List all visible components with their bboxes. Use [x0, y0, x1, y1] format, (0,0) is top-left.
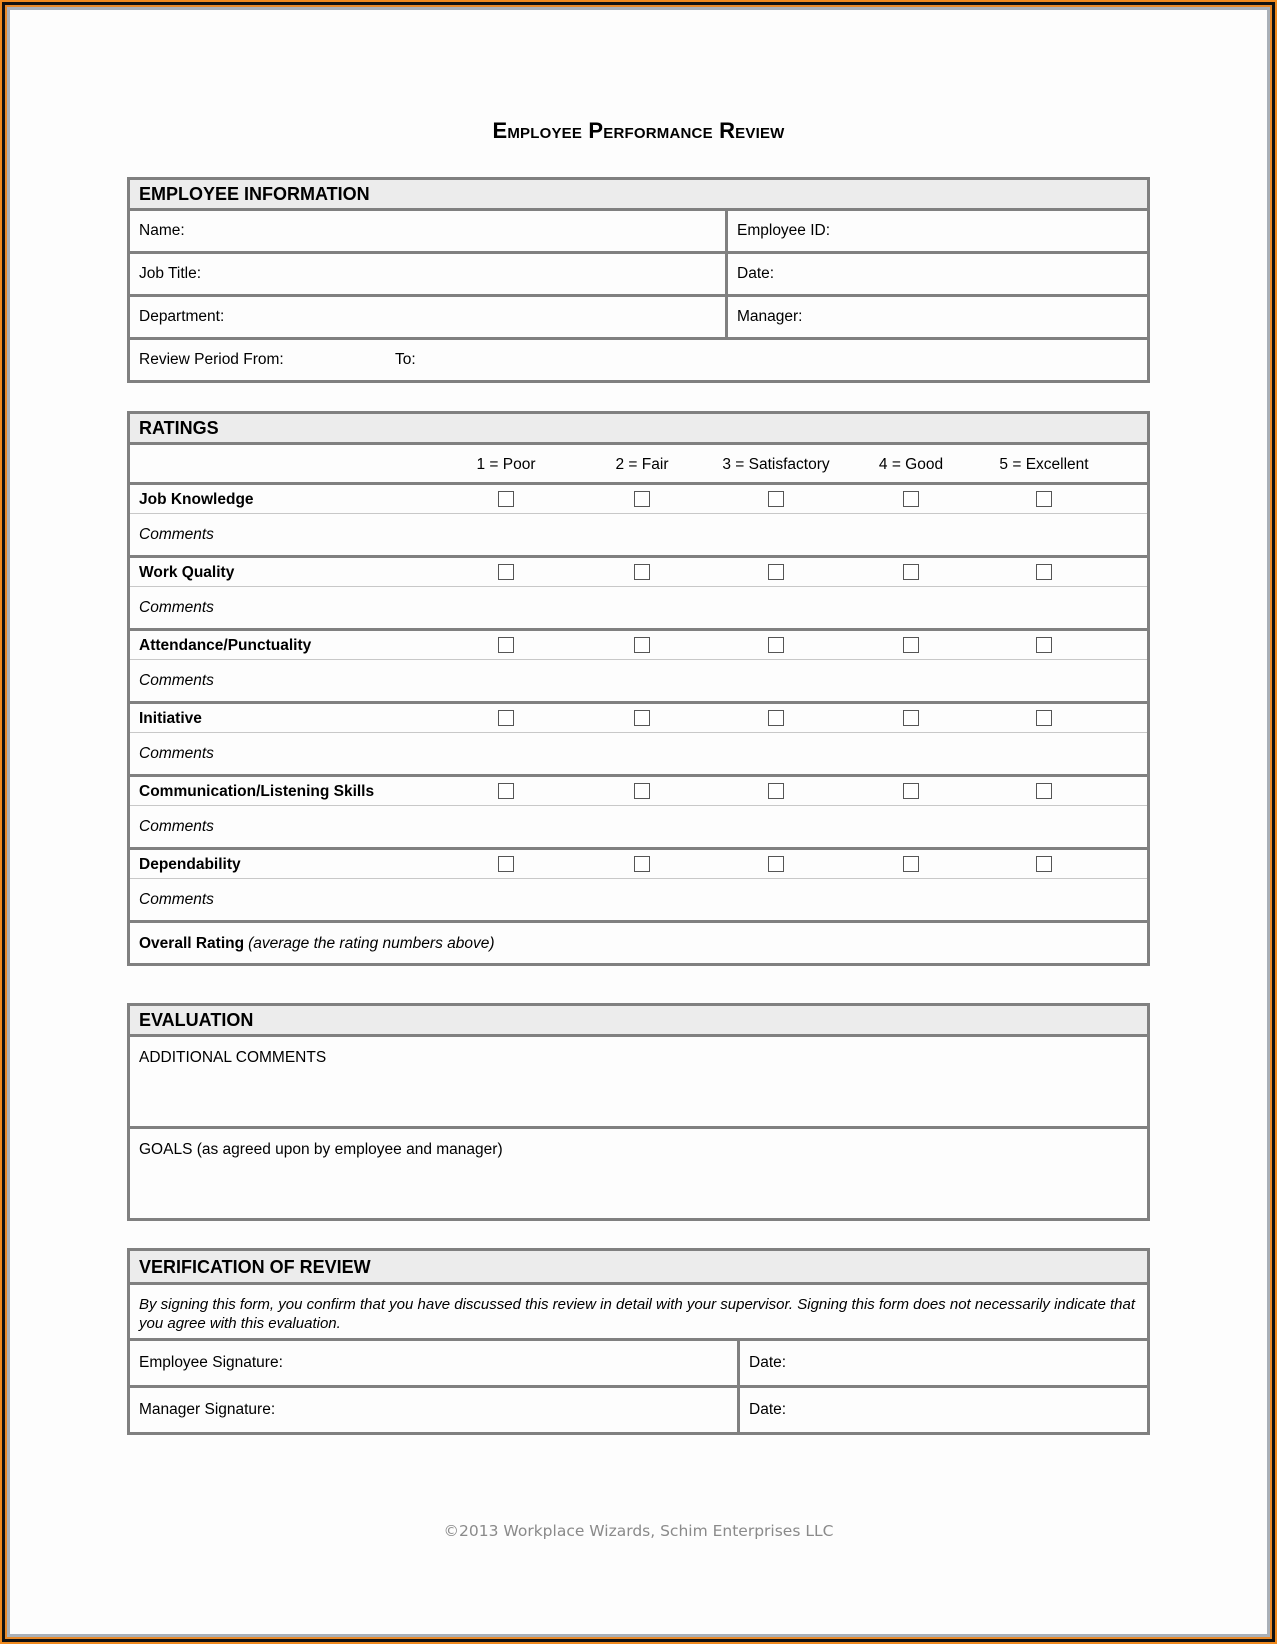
rating-checkbox-5[interactable] [1036, 710, 1052, 726]
criterion-name: Initiative [139, 710, 202, 727]
criterion-name: Work Quality [139, 564, 235, 581]
rating-checkbox-3[interactable] [768, 491, 784, 507]
rating-criterion [130, 631, 1147, 704]
rating-criteria-list [130, 485, 1147, 923]
employee-signature-date-field[interactable] [740, 1341, 1147, 1385]
document-page [10, 10, 1267, 1634]
rating-scale-label: 2 = Fair [615, 456, 669, 473]
rating-scale-label: 5 = Excellent [999, 456, 1089, 473]
comments-field[interactable]: Comments [139, 891, 214, 908]
info-row-name [130, 211, 1147, 254]
rating-checkbox-4[interactable] [903, 710, 919, 726]
manager-signature-date-field[interactable] [740, 1388, 1147, 1432]
rating-checkbox-2[interactable] [634, 710, 650, 726]
rating-criterion [130, 850, 1147, 923]
rating-checkbox-2[interactable] [634, 637, 650, 653]
overall-rating-row[interactable] [130, 923, 1147, 963]
rating-checkbox-3[interactable] [768, 564, 784, 580]
job-title-label: Job Title: [139, 265, 202, 282]
rating-criterion [130, 777, 1147, 850]
rating-checkbox-5[interactable] [1036, 491, 1052, 507]
document-title: Employee Performance Review [492, 118, 785, 143]
comments-field[interactable]: Comments [139, 526, 214, 543]
manager-label: Manager: [737, 308, 803, 325]
info-row-job-title [130, 254, 1147, 297]
rating-checkbox-1[interactable] [498, 637, 514, 653]
overall-rating-note: (average the rating numbers above) [248, 935, 495, 952]
criterion-row [130, 704, 1147, 733]
review-period-to-label: To: [395, 351, 416, 368]
additional-comments-label: ADDITIONAL COMMENTS [139, 1049, 327, 1066]
rating-scale-label: 4 = Good [878, 456, 944, 473]
rating-checkbox-1[interactable] [498, 856, 514, 872]
rating-checkbox-3[interactable] [768, 637, 784, 653]
rating-checkbox-3[interactable] [768, 856, 784, 872]
employee-signature-label: Employee Signature: [139, 1354, 283, 1371]
manager-signature-row [130, 1388, 1147, 1432]
criterion-name: Communication/Listening Skills [139, 783, 375, 800]
rating-checkbox-4[interactable] [903, 637, 919, 653]
overall-rating-label: Overall Rating [139, 935, 245, 952]
rating-checkbox-2[interactable] [634, 856, 650, 872]
rating-checkbox-4[interactable] [903, 783, 919, 799]
department-label: Department: [139, 308, 225, 325]
comments-field[interactable]: Comments [139, 818, 214, 835]
rating-checkbox-1[interactable] [498, 491, 514, 507]
manager-field[interactable] [728, 297, 1147, 337]
rating-checkbox-3[interactable] [768, 710, 784, 726]
employee-signature-field[interactable] [130, 1341, 737, 1385]
department-field[interactable] [130, 297, 725, 337]
section-heading: RATINGS [130, 414, 1147, 445]
employee-id-label: Employee ID: [737, 222, 831, 239]
review-period-to-field[interactable] [386, 340, 1147, 380]
manager-signature-date-label: Date: [749, 1401, 787, 1418]
rating-checkbox-2[interactable] [634, 783, 650, 799]
section-heading: VERIFICATION OF REVIEW [130, 1251, 1147, 1285]
comments-field[interactable]: Comments [139, 745, 214, 762]
frame-inner-border [5, 5, 1272, 1639]
criterion-row [130, 485, 1147, 514]
job-title-field[interactable] [130, 254, 725, 294]
rating-checkbox-2[interactable] [634, 564, 650, 580]
rating-checkbox-1[interactable] [498, 710, 514, 726]
date-label: Date: [737, 265, 775, 282]
criterion-name: Dependability [139, 856, 241, 873]
rating-checkbox-4[interactable] [903, 491, 919, 507]
section-heading: EMPLOYEE INFORMATION [130, 180, 1147, 211]
review-period-from-label: Review Period From: [139, 351, 284, 368]
rating-checkbox-3[interactable] [768, 783, 784, 799]
rating-checkbox-5[interactable] [1036, 637, 1052, 653]
manager-signature-label: Manager Signature: [139, 1401, 276, 1418]
criterion-row [130, 777, 1147, 806]
rating-scale-label: 1 = Poor [476, 456, 536, 473]
ratings-section [127, 411, 1150, 966]
rating-scale-label: 3 = Satisfactory [722, 456, 830, 473]
verification-section [127, 1248, 1150, 1435]
employee-signature-row [130, 1341, 1147, 1388]
rating-checkbox-5[interactable] [1036, 564, 1052, 580]
additional-comments-field[interactable] [130, 1037, 1147, 1129]
verification-statement: By signing this form, you confirm that you have discussed this review in detail with your supervisor. Signing this form does not necessarily indicate that you agree with this evaluation. [130, 1285, 1147, 1341]
criterion-row [130, 558, 1147, 587]
rating-checkbox-5[interactable] [1036, 783, 1052, 799]
outer-frame [2, 2, 1275, 1642]
evaluation-section [127, 1003, 1150, 1221]
info-row-review-period [130, 340, 1147, 380]
rating-criterion [130, 485, 1147, 558]
criterion-name: Attendance/Punctuality [139, 637, 312, 654]
date-field[interactable] [728, 254, 1147, 294]
name-label: Name: [139, 222, 185, 239]
employee-signature-date-label: Date: [749, 1354, 787, 1371]
manager-signature-field[interactable] [130, 1388, 737, 1432]
frame-edge [7, 7, 1270, 1637]
rating-checkbox-2[interactable] [634, 491, 650, 507]
criterion-row [130, 850, 1147, 879]
rating-checkbox-5[interactable] [1036, 856, 1052, 872]
section-heading: EVALUATION [130, 1006, 1147, 1037]
employee-id-field[interactable] [728, 211, 1147, 251]
goals-field[interactable] [130, 1129, 1147, 1218]
rating-checkbox-4[interactable] [903, 564, 919, 580]
comments-field[interactable]: Comments [139, 672, 214, 689]
rating-checkbox-4[interactable] [903, 856, 919, 872]
rating-scale-header [130, 445, 1147, 485]
comments-field[interactable]: Comments [139, 599, 214, 616]
criterion-row [130, 631, 1147, 660]
rating-criterion [130, 558, 1147, 631]
copyright-footer: ©2013 Workplace Wizards, Schim Enterprises LLC [443, 1522, 834, 1540]
employee-information-section [127, 177, 1150, 383]
criterion-name: Job Knowledge [139, 491, 254, 508]
info-row-department [130, 297, 1147, 340]
rating-checkbox-1[interactable] [498, 783, 514, 799]
goals-label: GOALS (as agreed upon by employee and manager) [139, 1141, 503, 1158]
review-period-from-field[interactable] [130, 340, 389, 380]
name-field[interactable] [130, 211, 725, 251]
rating-checkbox-1[interactable] [498, 564, 514, 580]
rating-criterion [130, 704, 1147, 777]
